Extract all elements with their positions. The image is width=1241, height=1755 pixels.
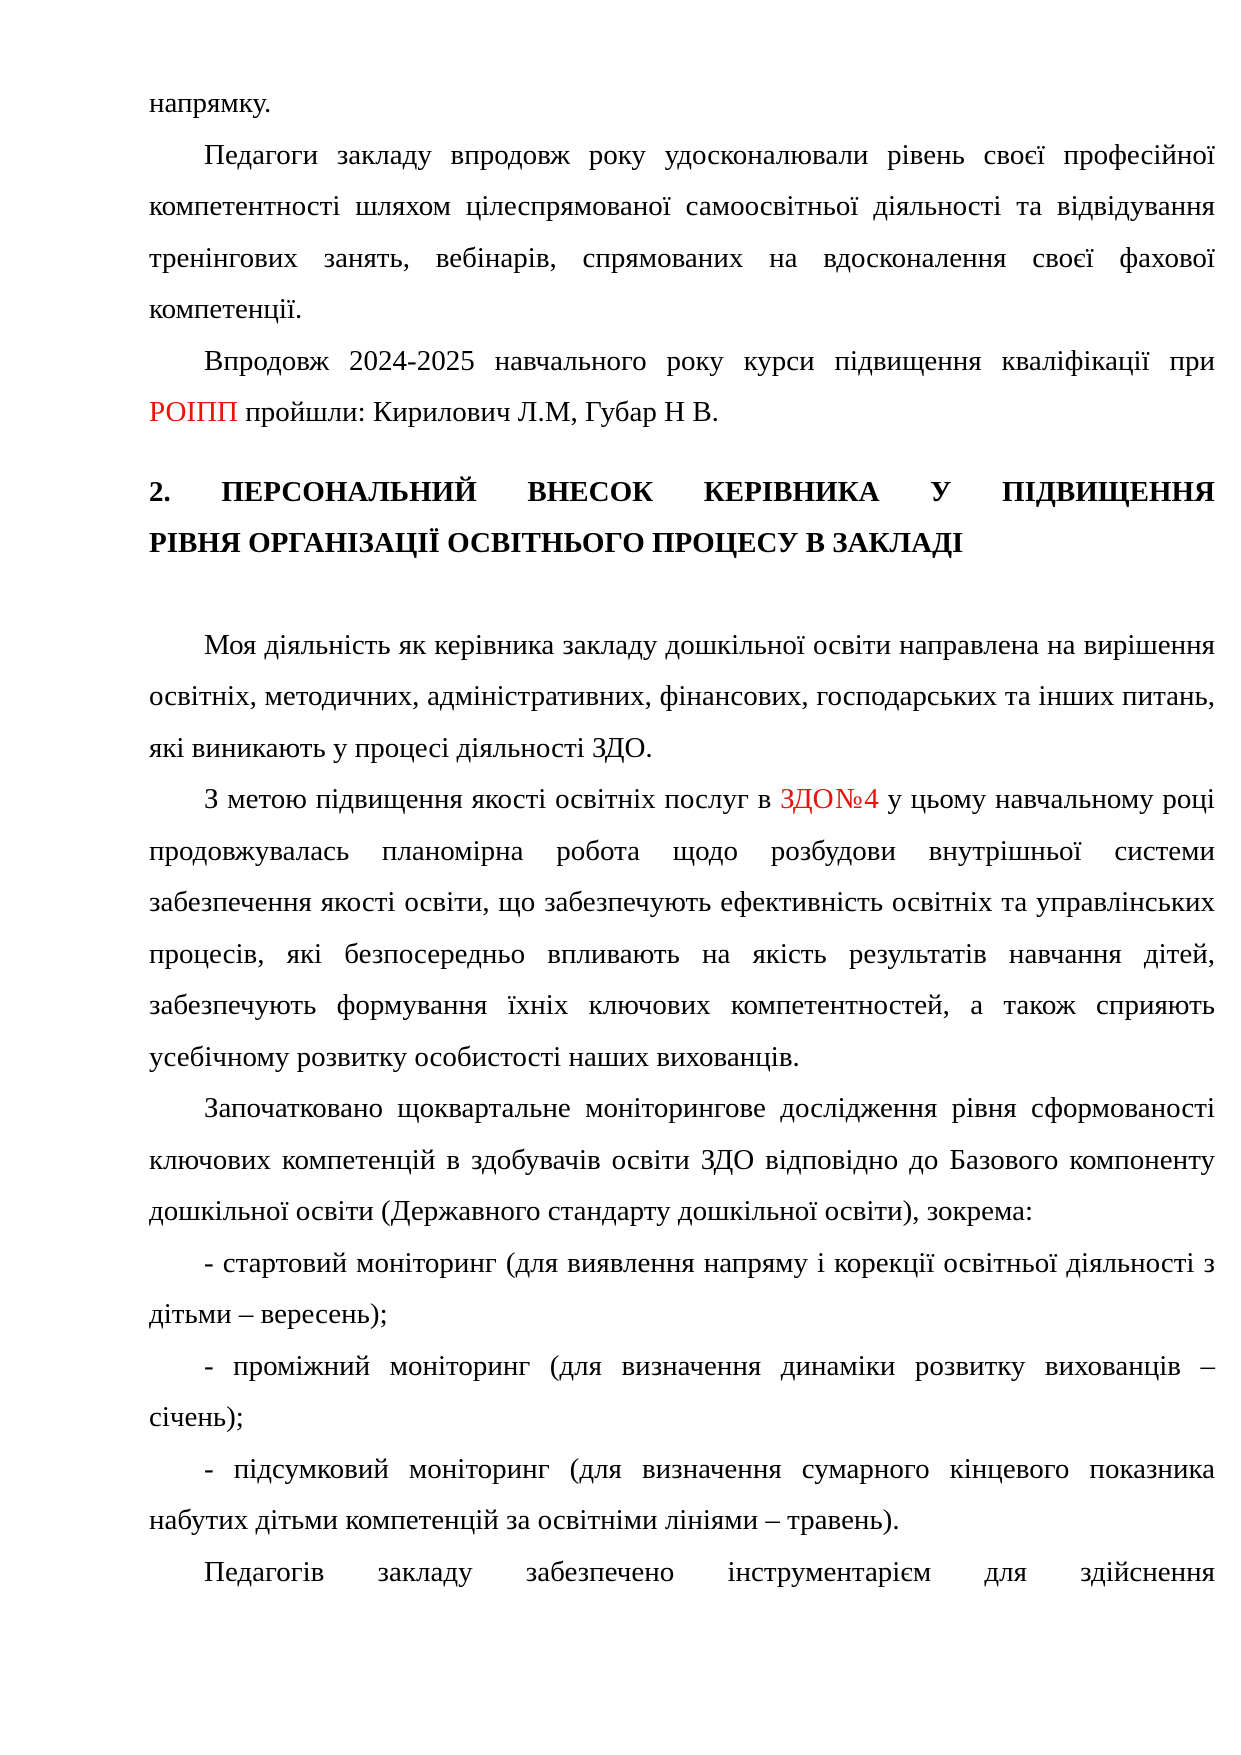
- list-item-interim-monitoring: - проміжний моніторинг (для визначення динаміки розвитку вихованців – січень);: [149, 1349, 1215, 1433]
- paragraph-quality-system: [149, 774, 1215, 1083]
- red-highlight-zdo4: ЗДО№4: [780, 783, 879, 815]
- section-heading: [149, 467, 1215, 570]
- paragraph-qualification-courses: [149, 336, 1215, 439]
- continuation-line: напрямку.: [149, 87, 272, 119]
- section-heading-line1: 2. ПЕРСОНАЛЬНИЙ ВНЕСОК КЕРІВНИКА У ПІДВИЩЕННЯ: [149, 475, 1215, 508]
- list-item-final-monitoring: - підсумковий моніторинг (для визначення сумарного кінцевого показника набутих дітьми компетенцій за освітніми лініями – травень).: [149, 1452, 1215, 1536]
- paragraph-director-activity: Моя діяльність як керівника закладу дошкільної освіти направлена на вирішення освітніх, методичних, адміністративних, фінансових, господарських та інших питань, які виникають у процесі діяльності ЗДО.: [149, 628, 1215, 764]
- paragraph-monitoring-research: Започатковано щоквартальне моніторингове дослідження рівня сформованості ключових компетенцій в здобувачів освіти ЗДО відповідно до Базового компоненту дошкільної освіти (Державного стандарту дошкільної освіти), зокрема:: [149, 1092, 1215, 1227]
- paragraph-professional-development: Педагоги закладу впродовж року удосконалювали рівень своєї професійної компетентності шляхом цілеспрямованої самоосвітньої діяльності та відвідування тренінгових занять, вебінарів, спрямованих на вдосконалення своєї фахової компетенції.: [149, 138, 1215, 325]
- courses-text-post: пройшли: Кирилович Л.М, Губар Н В.: [237, 396, 719, 428]
- courses-text-pre: Впродовж 2024-2025 навчального року курси підвищення кваліфікації при: [204, 344, 1215, 377]
- red-highlight-roipp: РОІПП: [149, 396, 238, 428]
- list-item-start-monitoring: - стартовий моніторинг (для виявлення напряму і корекції освітньої діяльності з дітьми – вересень);: [149, 1246, 1215, 1330]
- quality-text-post: у цьому навчальному році продовжувалась планомірна робота щодо розбудови внутрішньої системи забезпечення якості освіти, що забезпечують ефективність освітніх та управлінських процесів, які безпосередньо впливають на якість результатів навчання дітей, забезпечують формування їхніх ключових компетентностей, а також сприяють усебічному розвитку особистості наших вихованців.: [149, 783, 1215, 1073]
- section-heading-line2: РІВНЯ ОРГАНІЗАЦІЇ ОСВІТНЬОГО ПРОЦЕСУ В ЗАКЛАДІ: [149, 527, 964, 559]
- paragraph-tools: Педагогів закладу забезпечено інструментарієм для здійснення: [204, 1555, 1215, 1588]
- quality-text-pre: З метою підвищення якості освітніх послуг в: [204, 783, 781, 815]
